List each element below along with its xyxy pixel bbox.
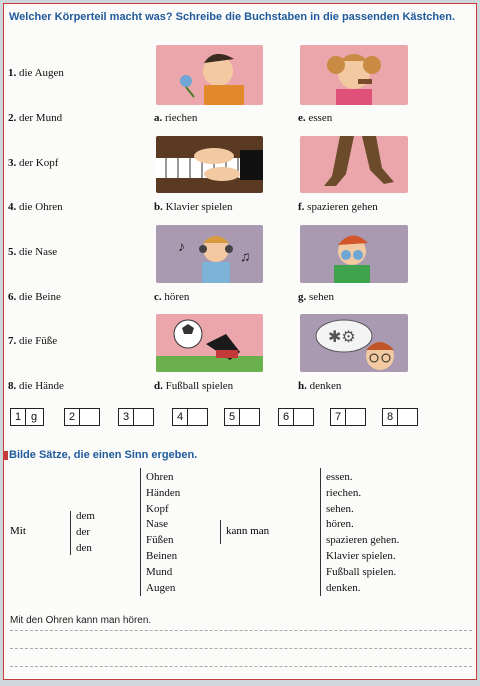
answer-box-number: 3 bbox=[119, 409, 134, 425]
answer-box-number: 6 bbox=[279, 409, 294, 425]
answer-box-number: 5 bbox=[225, 409, 240, 425]
picture-football bbox=[156, 314, 263, 372]
svg-text:♫: ♫ bbox=[240, 250, 251, 265]
column-divider bbox=[140, 468, 141, 596]
answer-box-6[interactable] bbox=[278, 408, 314, 426]
noun-column bbox=[146, 470, 180, 596]
svg-text:♪: ♪ bbox=[178, 240, 185, 255]
answer-box-number: 8 bbox=[383, 409, 398, 425]
picture-smelling-flower bbox=[156, 45, 263, 105]
action-e: e. essen bbox=[298, 112, 333, 124]
answer-box-field[interactable] bbox=[134, 409, 150, 425]
action-d: d. Fußball spielen bbox=[154, 380, 234, 392]
writing-line-3[interactable] bbox=[10, 666, 472, 667]
column-divider bbox=[220, 520, 221, 544]
answer-box-field[interactable] bbox=[80, 409, 96, 425]
action-f: f. spazieren gehen bbox=[298, 201, 378, 213]
kann-man-text: kann man bbox=[226, 525, 270, 537]
answer-box-field[interactable] bbox=[346, 409, 362, 425]
verb-phrase: sehen. bbox=[326, 502, 354, 515]
action-c: c. hören bbox=[154, 291, 190, 303]
article-word: der bbox=[76, 525, 91, 538]
body-part-6: 6. die Beine bbox=[8, 291, 61, 303]
writing-line-2[interactable] bbox=[10, 648, 472, 649]
answer-box-number: 4 bbox=[173, 409, 188, 425]
picture-eating bbox=[300, 45, 408, 105]
body-part-3: 3. der Kopf bbox=[8, 157, 59, 169]
noun-word: Augen bbox=[146, 581, 176, 594]
answer-box-4[interactable] bbox=[172, 408, 208, 426]
body-part-7: 7. die Füße bbox=[8, 335, 58, 347]
picture-walking bbox=[300, 136, 408, 193]
answer-box-field[interactable] bbox=[240, 409, 256, 425]
verb-phrase: Klavier spielen. bbox=[326, 549, 396, 562]
answer-box-2[interactable] bbox=[64, 408, 100, 426]
noun-word: Händen bbox=[146, 486, 181, 499]
noun-word: Kopf bbox=[146, 502, 169, 515]
verb-phrase: hören. bbox=[326, 518, 354, 531]
noun-word: Füßen bbox=[146, 534, 174, 547]
verb-phrase: Fußball spielen. bbox=[326, 565, 397, 578]
answer-box-3[interactable] bbox=[118, 408, 154, 426]
article-word: den bbox=[76, 541, 92, 554]
body-part-1: 1. die Augen bbox=[8, 67, 64, 79]
column-divider bbox=[320, 468, 321, 596]
verb-phrase: denken. bbox=[326, 581, 361, 594]
exercise1-title: Welcher Körperteil macht was? Schreibe die Buchstaben in die passenden Kästchen. bbox=[9, 11, 456, 23]
action-g: g. sehen bbox=[298, 291, 335, 303]
section-marker bbox=[4, 451, 8, 460]
worksheet-page bbox=[3, 3, 477, 680]
picture-seeing bbox=[300, 225, 408, 283]
article-column bbox=[76, 509, 95, 556]
action-a: a. riechen bbox=[154, 112, 198, 124]
exercise2-title: Bilde Sätze, die einen Sinn ergeben. bbox=[9, 449, 198, 461]
noun-word: Beinen bbox=[146, 549, 178, 562]
answer-box-5[interactable] bbox=[224, 408, 260, 426]
answer-box-7[interactable] bbox=[330, 408, 366, 426]
picture-piano bbox=[156, 136, 263, 193]
answer-box-1[interactable] bbox=[10, 408, 44, 426]
noun-word: Nase bbox=[146, 518, 168, 531]
answer-box-number: 1 bbox=[11, 409, 26, 425]
answer-box-number: 2 bbox=[65, 409, 80, 425]
writing-line-1[interactable] bbox=[10, 630, 472, 631]
picture-thinking bbox=[300, 314, 408, 372]
column-divider bbox=[70, 511, 71, 555]
noun-word: Mund bbox=[146, 565, 173, 578]
verb-phrase: essen. bbox=[326, 471, 353, 483]
action-b: b. Klavier spielen bbox=[154, 201, 233, 213]
action-h: h. denken bbox=[298, 380, 342, 392]
answer-box-field[interactable] bbox=[188, 409, 204, 425]
article-word: dem bbox=[76, 510, 95, 522]
sentence-start-mit: Mit bbox=[10, 525, 26, 537]
verb-column bbox=[326, 470, 399, 596]
answer-box-8[interactable] bbox=[382, 408, 418, 426]
picture-listening bbox=[156, 225, 263, 283]
answer-box-field[interactable] bbox=[398, 409, 414, 425]
body-part-4: 4. die Ohren bbox=[8, 201, 63, 213]
noun-word: Ohren bbox=[146, 471, 174, 483]
body-part-5: 5. die Nase bbox=[8, 246, 58, 258]
verb-phrase: riechen. bbox=[326, 486, 362, 499]
example-sentence: Mit den Ohren kann man hören. bbox=[10, 615, 152, 626]
answer-box-field[interactable] bbox=[294, 409, 310, 425]
body-part-8: 8. die Hände bbox=[8, 380, 64, 392]
answer-box-field[interactable]: g bbox=[30, 411, 38, 423]
answer-box-number: 7 bbox=[331, 409, 346, 425]
verb-phrase: spazieren gehen. bbox=[326, 534, 400, 547]
svg-text:✱⚙: ✱⚙ bbox=[328, 329, 356, 346]
body-part-2: 2. der Mund bbox=[8, 112, 63, 124]
